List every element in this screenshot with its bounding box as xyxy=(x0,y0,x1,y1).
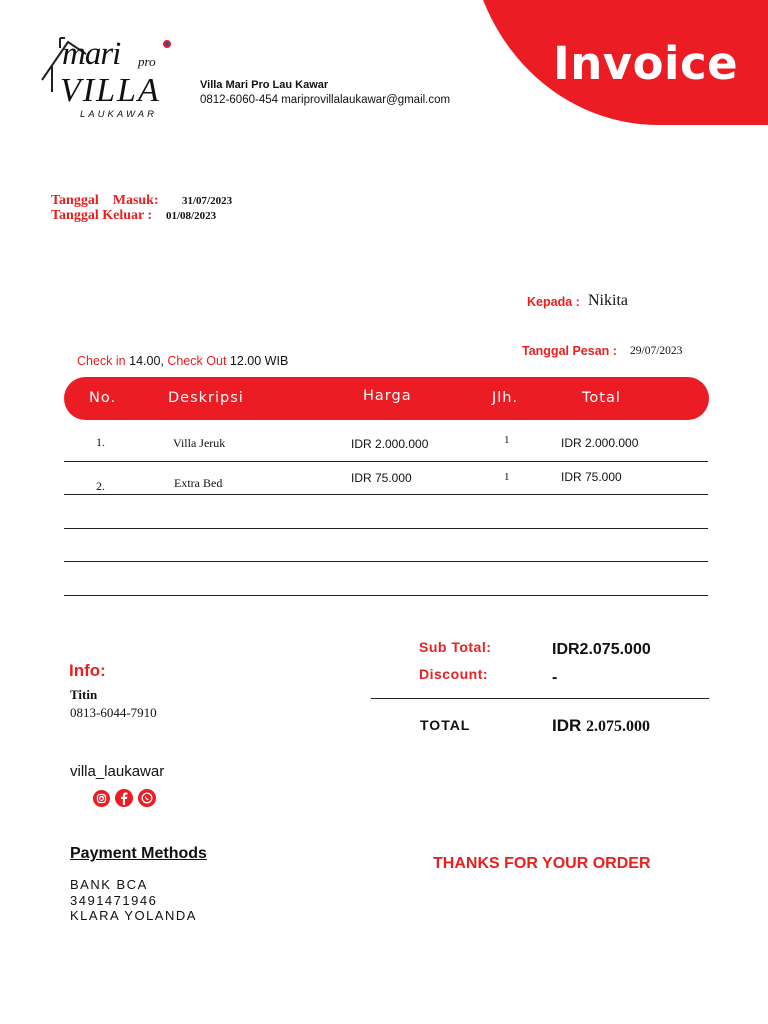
row-description: Villa Jeruk xyxy=(173,436,226,450)
row-qty: 1 xyxy=(504,471,510,483)
invoice-title: Invoice xyxy=(553,37,739,90)
business-name: Villa Mari Pro Lau Kawar xyxy=(200,79,329,91)
order-date-value: 29/07/2023 xyxy=(630,345,683,357)
col-price: Harga xyxy=(363,388,412,404)
row-total: IDR 2.000.000 xyxy=(561,436,639,450)
info-phone: 0813-6044-7910 xyxy=(70,705,157,720)
row-no: 1. xyxy=(96,435,105,449)
info-heading: Info: xyxy=(69,661,106,680)
col-qty: Jlh. xyxy=(492,390,519,406)
payment-bank: BANK BCA xyxy=(70,877,148,892)
checkout-time: 12.00 WIB xyxy=(229,354,289,368)
subtotal-label: Sub Total: xyxy=(419,639,492,655)
villa-logo xyxy=(38,30,173,125)
payment-account-holder: KLARA YOLANDA xyxy=(70,908,197,923)
row-divider xyxy=(64,595,708,596)
checkin-time: 14.00, xyxy=(129,354,164,368)
row-qty: 1 xyxy=(504,434,510,446)
logo-villa-text: VILLA xyxy=(60,72,161,109)
summary-divider xyxy=(371,698,709,699)
logo-location-text: LAUKAWAR xyxy=(80,109,157,120)
thanks-message: THANKS FOR YOUR ORDER xyxy=(433,855,651,872)
total-label: TOTAL xyxy=(420,717,471,733)
row-price: IDR 75.000 xyxy=(351,471,412,485)
table-header xyxy=(64,377,709,420)
whatsapp-icon[interactable] xyxy=(138,789,156,807)
row-total: IDR 75.000 xyxy=(561,470,622,484)
discount-label: Discount: xyxy=(419,666,489,682)
recipient-label: Kepada : xyxy=(527,295,580,309)
payment-methods-heading: Payment Methods xyxy=(70,845,207,862)
social-handle: villa_laukawar xyxy=(70,763,165,780)
total-currency: IDR xyxy=(552,716,582,735)
checkout-date-label: Tanggal Keluar : xyxy=(51,208,153,223)
payment-account-number: 3491471946 xyxy=(70,893,158,908)
facebook-icon[interactable] xyxy=(115,789,133,807)
checkout-date-value: 01/08/2023 xyxy=(166,210,217,222)
row-divider xyxy=(64,528,708,529)
subtotal-value: IDR2.075.000 xyxy=(552,641,651,658)
order-date-label: Tanggal Pesan : xyxy=(522,344,617,358)
recipient-name: Nikita xyxy=(588,292,628,309)
business-contact: 0812-6060-454 mariprovillalaukawar@gmail.com xyxy=(200,94,451,106)
row-no: 2. xyxy=(96,479,105,493)
checkout-label: Check Out xyxy=(167,354,227,368)
instagram-icon[interactable] xyxy=(93,790,110,807)
checkin-checkout-info xyxy=(77,354,288,368)
row-price: IDR 2.000.000 xyxy=(351,437,429,451)
checkin-date-label: Tanggal Masuk: xyxy=(51,193,159,208)
logo-pro-text: pro xyxy=(138,54,156,69)
total-value: 2.075.000 xyxy=(586,718,651,735)
logo-mari-text: mari xyxy=(62,36,121,72)
checkin-date-value: 31/07/2023 xyxy=(182,195,233,207)
total-amount xyxy=(552,716,650,736)
checkin-label: Check in xyxy=(77,354,126,368)
row-divider xyxy=(64,461,708,462)
row-description: Extra Bed xyxy=(174,476,223,490)
col-description: Deskripsi xyxy=(168,390,244,406)
col-total: Total xyxy=(582,390,621,406)
col-no: No. xyxy=(89,390,117,406)
info-name: Titin xyxy=(70,687,98,702)
row-divider xyxy=(64,494,708,495)
discount-value: - xyxy=(552,669,558,686)
row-divider xyxy=(64,561,708,562)
